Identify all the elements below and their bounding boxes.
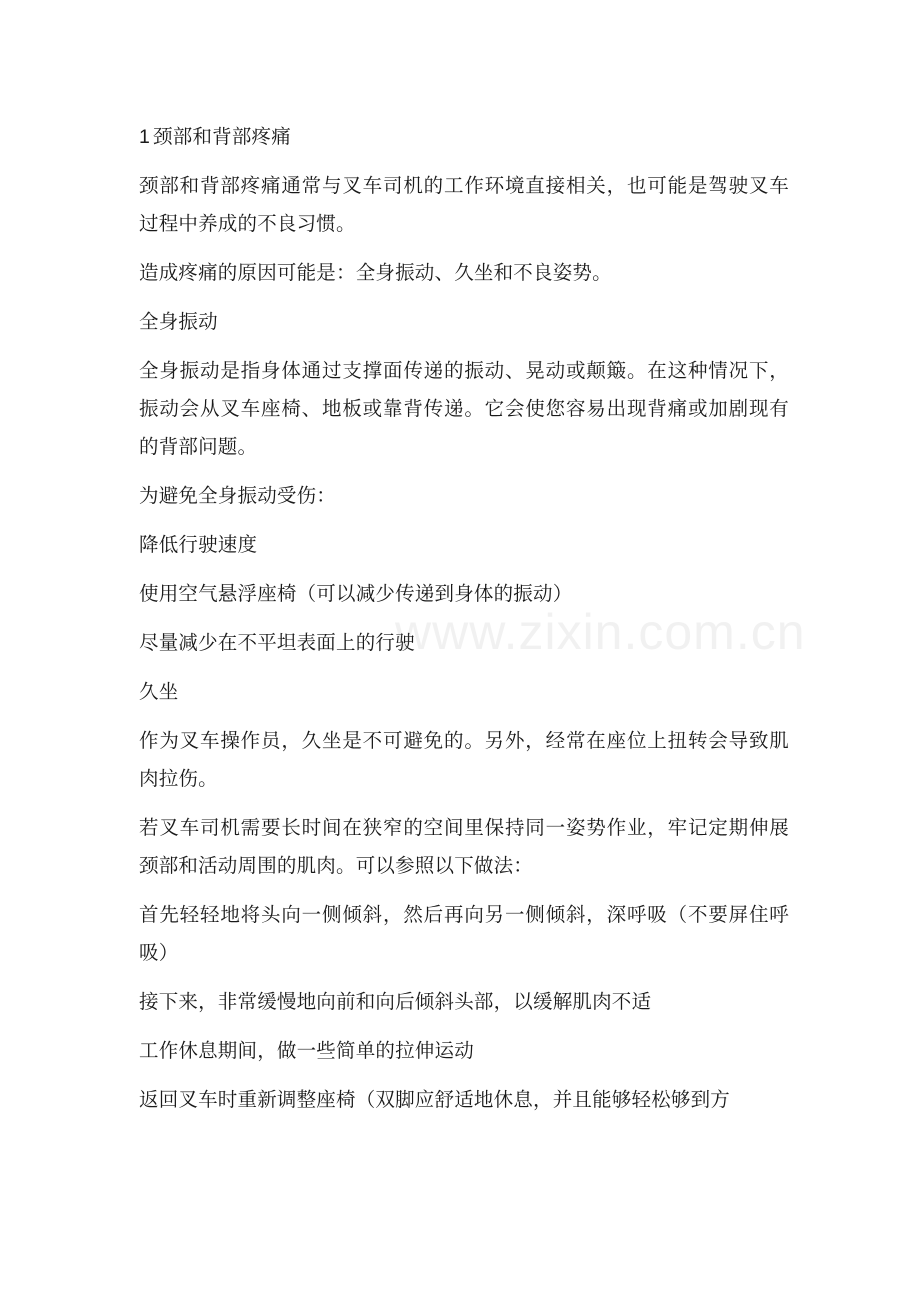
watermark: www.zixin.com.cn xyxy=(395,604,806,660)
list-item: 降低行驶速度 xyxy=(139,533,258,556)
paragraph: 作为叉车操作员，久坐是不可避免的。另外，经常在座位上扭转会导致肌肉拉伤。 xyxy=(139,729,789,790)
subheading-prolonged-sitting: 久坐 xyxy=(139,680,179,703)
list-item: 工作休息期间，做一些简单的拉伸运动 xyxy=(139,1039,474,1062)
paragraph: 造成疼痛的原因可能是：全身振动、久坐和不良姿势。 xyxy=(139,261,612,284)
paragraph: 若叉车司机需要长时间在狭窄的空间里保持同一姿势作业，牢记定期伸展颈部和活动周围的肌肉。可以参照以下做法： xyxy=(139,816,789,877)
section-title: 颈部和背部疼痛 xyxy=(153,125,291,148)
subheading-whole-body-vibration: 全身振动 xyxy=(139,310,218,333)
section-heading xyxy=(139,118,789,156)
list-item: 接下来，非常缓慢地向前和向后倾斜头部，以缓解肌肉不适 xyxy=(139,990,652,1013)
document-body xyxy=(139,118,789,1130)
paragraph: 全身振动是指身体通过支撑面传递的振动、晃动或颠簸。在这种情况下，振动会从叉车座椅、地板或靠背传递。它会使您容易出现背痛或加剧现有的背部问题。 xyxy=(139,359,789,458)
list-item: 使用空气悬浮座椅（可以减少传递到身体的振动） xyxy=(139,582,573,605)
section-number: 1 xyxy=(139,126,151,148)
list-item: 尽量减少在不平坦表面上的行驶 xyxy=(139,631,415,654)
list-item: 首先轻轻地将头向一侧倾斜，然后再向另一侧倾斜，深呼吸（不要屏住呼吸） xyxy=(139,903,789,964)
paragraph: 为避免全身振动受伤： xyxy=(139,484,337,507)
paragraph: 颈部和背部疼痛通常与叉车司机的工作环境直接相关，也可能是驾驶叉车过程中养成的不良习惯。 xyxy=(139,174,789,235)
list-item: 返回叉车时重新调整座椅（双脚应舒适地休息，并且能够轻松够到方 xyxy=(139,1088,731,1111)
